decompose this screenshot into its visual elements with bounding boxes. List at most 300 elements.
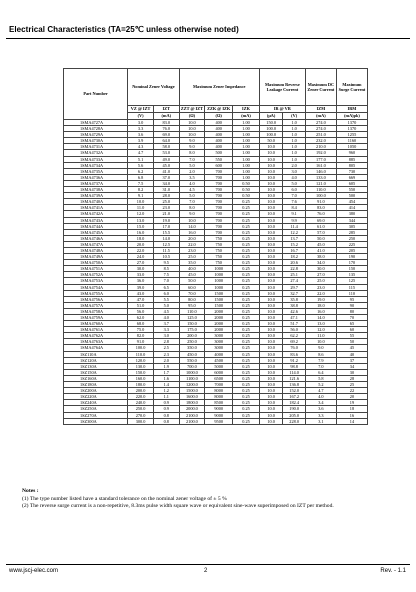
- value-cell: 100.0: [259, 126, 283, 132]
- value-cell: 110.0: [128, 351, 154, 357]
- value-cell: 3.4: [305, 400, 336, 406]
- value-cell: 8.0: [179, 205, 205, 211]
- value-cell: 4.5: [179, 187, 205, 193]
- value-cell: 42.6: [283, 308, 305, 314]
- value-cell: 3.3: [305, 412, 336, 418]
- value-cell: 550: [336, 187, 367, 193]
- value-cell: 30.0: [128, 266, 154, 272]
- value-cell: 25: [336, 382, 367, 388]
- value-cell: 700: [205, 223, 233, 229]
- footer-website: www.jscj-elec.com: [9, 568, 59, 574]
- value-cell: 9.0: [305, 345, 336, 351]
- value-cell: 2000: [205, 321, 233, 327]
- value-cell: 700: [205, 211, 233, 217]
- value-cell: 83.0: [305, 205, 336, 211]
- value-cell: 38.0: [305, 254, 336, 260]
- value-cell: 7.9: [305, 357, 336, 363]
- unit-izt: (mA): [153, 113, 179, 120]
- subheader-irm: IRM: [336, 106, 367, 113]
- value-cell: 37: [336, 357, 367, 363]
- value-cell: 7.0: [179, 156, 205, 162]
- value-cell: 1.00: [233, 138, 260, 144]
- value-cell: 40.0: [179, 266, 205, 272]
- value-cell: 3000: [205, 333, 233, 339]
- value-cell: 225: [336, 241, 367, 247]
- value-cell: 10.0: [259, 345, 283, 351]
- value-cell: 3.0: [128, 120, 154, 126]
- value-cell: 0.25: [233, 260, 260, 266]
- part-number-cell: 1SMA4757A: [64, 302, 128, 308]
- value-cell: 190.0: [283, 406, 305, 412]
- value-cell: 232.0: [305, 138, 336, 144]
- value-cell: 0.25: [233, 308, 260, 314]
- value-cell: 1000: [205, 266, 233, 272]
- value-cell: 161.0: [305, 162, 336, 168]
- value-cell: 10.0: [259, 247, 283, 253]
- value-cell: 400: [205, 126, 233, 132]
- value-cell: 2.5: [153, 345, 179, 351]
- part-number-cell: 1SZ270A: [64, 412, 128, 418]
- value-cell: 1.00: [233, 162, 260, 168]
- value-cell: 80.0: [179, 296, 205, 302]
- unit-izm: (mA): [305, 113, 336, 120]
- value-cell: 6.8: [128, 174, 154, 180]
- value-cell: 205: [336, 247, 367, 253]
- value-cell: 10.0: [259, 144, 283, 150]
- value-cell: 0.25: [233, 327, 260, 333]
- value-cell: 0.25: [233, 388, 260, 394]
- value-cell: 91.2: [283, 357, 305, 363]
- value-cell: 4000: [205, 351, 233, 357]
- value-cell: 960: [336, 150, 367, 156]
- value-cell: 7.0: [179, 199, 205, 205]
- value-cell: 0.8: [153, 418, 179, 424]
- value-cell: 3.9: [128, 138, 154, 144]
- value-cell: 15.0: [128, 223, 154, 229]
- part-number-cell: 1SZ200A: [64, 388, 128, 394]
- value-cell: 1000: [205, 284, 233, 290]
- value-cell: 45.0: [153, 162, 179, 168]
- value-cell: 10.0: [259, 241, 283, 247]
- value-cell: 0.25: [233, 418, 260, 424]
- value-cell: 50.0: [305, 235, 336, 241]
- value-cell: 1.4: [153, 382, 179, 388]
- value-cell: 1000.0: [179, 369, 205, 375]
- value-cell: 10.0: [259, 412, 283, 418]
- value-cell: 350.0: [179, 345, 205, 351]
- value-cell: 7.0: [305, 363, 336, 369]
- part-number-cell: 1SZ120A: [64, 357, 128, 363]
- value-cell: 49.0: [153, 156, 179, 162]
- value-cell: 100.0: [259, 132, 283, 138]
- part-number-cell: 1SMA4751A: [64, 266, 128, 272]
- value-cell: 6.2: [128, 168, 154, 174]
- value-cell: 8000: [205, 388, 233, 394]
- value-cell: 1.9: [153, 363, 179, 369]
- part-number-cell: 1SMA4748A: [64, 247, 128, 253]
- header-part-number: Part Number: [64, 69, 128, 120]
- value-cell: 0.25: [233, 345, 260, 351]
- value-cell: 69.0: [305, 217, 336, 223]
- value-cell: 60: [336, 327, 367, 333]
- value-cell: 10.0: [259, 302, 283, 308]
- value-cell: 69.2: [283, 339, 305, 345]
- value-cell: 10.0: [259, 400, 283, 406]
- part-number-cell: 1SMA4736A: [64, 174, 128, 180]
- value-cell: 27.4: [283, 278, 305, 284]
- part-number-cell: 1SMA4752A: [64, 272, 128, 278]
- value-cell: 1.0: [283, 126, 305, 132]
- value-cell: 167.2: [283, 394, 305, 400]
- value-cell: 10.0: [259, 290, 283, 296]
- value-cell: 1.0: [283, 150, 305, 156]
- value-cell: 114.0: [283, 369, 305, 375]
- value-cell: 274.0: [305, 120, 336, 126]
- value-cell: 18.0: [305, 302, 336, 308]
- value-cell: 4.0: [283, 174, 305, 180]
- value-cell: 9.1: [128, 193, 154, 199]
- value-cell: 150.0: [179, 321, 205, 327]
- table-body: [64, 120, 368, 425]
- value-cell: 115: [336, 284, 367, 290]
- value-cell: 1000: [205, 278, 233, 284]
- part-number-cell: 1SMA4761A: [64, 327, 128, 333]
- value-cell: 70.0: [179, 290, 205, 296]
- value-cell: 91.0: [305, 199, 336, 205]
- value-cell: 9.5: [153, 260, 179, 266]
- value-cell: 11.5: [153, 247, 179, 253]
- value-cell: 0.25: [233, 394, 260, 400]
- value-cell: 10.0: [259, 333, 283, 339]
- value-cell: 10.0: [259, 296, 283, 302]
- header-max-zener-impedance: Maximum Zener Impedance: [179, 69, 259, 106]
- value-cell: 3.6: [305, 406, 336, 412]
- value-cell: 400: [205, 138, 233, 144]
- unit-zzk: (Ω): [205, 113, 233, 120]
- value-cell: 10.0: [259, 278, 283, 284]
- value-cell: 10.0: [259, 156, 283, 162]
- value-cell: 3.0: [153, 333, 179, 339]
- value-cell: 76.0: [283, 345, 305, 351]
- value-cell: 3.3: [153, 327, 179, 333]
- value-cell: 7.0: [153, 278, 179, 284]
- unit-zzt: (Ω): [179, 113, 205, 120]
- value-cell: 805: [336, 162, 367, 168]
- value-cell: 10.0: [259, 382, 283, 388]
- value-cell: 4.5: [153, 308, 179, 314]
- value-cell: 47.0: [128, 296, 154, 302]
- value-cell: 75.0: [128, 327, 154, 333]
- value-cell: 38.8: [283, 302, 305, 308]
- value-cell: 9.9: [283, 217, 305, 223]
- part-number-cell: 1SMA4764A: [64, 345, 128, 351]
- value-cell: 10.0: [259, 357, 283, 363]
- value-cell: 110.0: [179, 308, 205, 314]
- value-cell: 8500: [205, 400, 233, 406]
- value-cell: 69.0: [153, 132, 179, 138]
- value-cell: 9.0: [179, 144, 205, 150]
- value-cell: 750: [205, 235, 233, 241]
- value-cell: 150: [336, 266, 367, 272]
- value-cell: 50.0: [179, 278, 205, 284]
- part-number-cell: 1SMA4734A: [64, 162, 128, 168]
- value-cell: 250.0: [128, 406, 154, 412]
- value-cell: 2000: [205, 308, 233, 314]
- subheader-ir-vr: IR @ VR: [259, 106, 305, 113]
- value-cell: 10.0: [259, 327, 283, 333]
- value-cell: 0.25: [233, 211, 260, 217]
- subheader-zzt: ZZT @ IZT: [180, 106, 203, 111]
- value-cell: 4.3: [128, 144, 154, 150]
- value-cell: 5.6: [128, 162, 154, 168]
- value-cell: 210.0: [305, 144, 336, 150]
- notes-section: [22, 488, 402, 511]
- value-cell: 250.0: [179, 339, 205, 345]
- value-cell: 2100.0: [179, 418, 205, 424]
- value-cell: 50.0: [259, 138, 283, 144]
- value-cell: 0.25: [233, 229, 260, 235]
- value-cell: 0.50: [233, 193, 260, 199]
- part-number-cell: 1SZ130A: [64, 363, 128, 369]
- value-cell: 11.0: [128, 205, 154, 211]
- value-cell: 9000: [205, 412, 233, 418]
- part-number-cell: 1SZ220A: [64, 394, 128, 400]
- value-cell: 70: [336, 315, 367, 321]
- value-cell: 5.2: [305, 382, 336, 388]
- value-cell: 30: [336, 369, 367, 375]
- value-cell: 3.7: [153, 321, 179, 327]
- value-cell: 200.0: [179, 333, 205, 339]
- value-cell: 6.4: [305, 369, 336, 375]
- value-cell: 0.25: [233, 247, 260, 253]
- value-cell: 600: [205, 162, 233, 168]
- value-cell: 146.0: [305, 168, 336, 174]
- value-cell: 5.8: [305, 375, 336, 381]
- value-cell: 1600.0: [179, 394, 205, 400]
- value-cell: 205.0: [283, 412, 305, 418]
- value-cell: 51.0: [128, 302, 154, 308]
- value-cell: 730: [336, 168, 367, 174]
- value-cell: 2000: [205, 327, 233, 333]
- value-cell: 91.0: [128, 339, 154, 345]
- value-cell: 0.25: [233, 375, 260, 381]
- value-cell: 0.50: [233, 180, 260, 186]
- part-number-cell: 1SMA4758A: [64, 308, 128, 314]
- value-cell: 62.0: [128, 315, 154, 321]
- value-cell: 45.0: [179, 272, 205, 278]
- value-cell: 15.2: [283, 241, 305, 247]
- value-cell: 32.7: [283, 290, 305, 296]
- value-cell: 0.25: [233, 369, 260, 375]
- value-cell: 23.0: [153, 205, 179, 211]
- value-cell: 10.0: [259, 394, 283, 400]
- value-cell: 700: [205, 199, 233, 205]
- value-cell: 64.0: [153, 138, 179, 144]
- value-cell: 750: [205, 241, 233, 247]
- value-cell: 100.0: [305, 193, 336, 199]
- value-cell: 98.8: [283, 363, 305, 369]
- value-cell: 47.1: [283, 315, 305, 321]
- value-cell: 1.00: [233, 120, 260, 126]
- value-cell: 8.2: [128, 187, 154, 193]
- unit-izk: (mA): [233, 113, 260, 120]
- value-cell: 121.0: [305, 180, 336, 186]
- value-cell: 10.0: [259, 187, 283, 193]
- value-cell: 11.0: [305, 333, 336, 339]
- value-cell: 10.0: [259, 193, 283, 199]
- unit-vr: (V): [283, 113, 305, 120]
- value-cell: 7.0: [283, 193, 305, 199]
- value-cell: 18.2: [283, 254, 305, 260]
- value-cell: 0.8: [153, 412, 179, 418]
- value-cell: 23.0: [305, 284, 336, 290]
- value-cell: 400: [205, 144, 233, 150]
- value-cell: 177.0: [305, 156, 336, 162]
- value-cell: 28: [336, 375, 367, 381]
- value-cell: 3.0: [283, 168, 305, 174]
- value-cell: 25.0: [153, 199, 179, 205]
- value-cell: 0.25: [233, 266, 260, 272]
- value-cell: 43.0: [128, 290, 154, 296]
- value-cell: 5.0: [179, 193, 205, 199]
- value-cell: 10.0: [259, 223, 283, 229]
- part-number-cell: 1SMA4729A: [64, 132, 128, 138]
- value-cell: 750: [205, 260, 233, 266]
- value-cell: 10.0: [259, 174, 283, 180]
- value-cell: 1.6: [153, 375, 179, 381]
- value-cell: 250: [336, 235, 367, 241]
- part-number-cell: 1SMA4732A: [64, 150, 128, 156]
- value-cell: 750: [205, 247, 233, 253]
- value-cell: 130.0: [128, 363, 154, 369]
- value-cell: 125: [336, 278, 367, 284]
- value-cell: 41.0: [305, 247, 336, 253]
- value-cell: 12.0: [305, 327, 336, 333]
- value-cell: 6000: [205, 369, 233, 375]
- value-cell: 0.25: [233, 284, 260, 290]
- value-cell: 18.0: [128, 235, 154, 241]
- value-cell: 13.7: [283, 235, 305, 241]
- value-cell: 10.0: [259, 375, 283, 381]
- value-cell: 120.0: [128, 357, 154, 363]
- value-cell: 34.0: [153, 180, 179, 186]
- value-cell: 20.0: [128, 241, 154, 247]
- value-cell: 83.0: [153, 120, 179, 126]
- value-cell: 53.0: [153, 150, 179, 156]
- part-number-cell: 1SMA4738A: [64, 187, 128, 193]
- value-cell: 1200.0: [179, 382, 205, 388]
- value-cell: 10.0: [259, 217, 283, 223]
- value-cell: 160.0: [128, 375, 154, 381]
- value-cell: 35.8: [283, 296, 305, 302]
- value-cell: 4.0: [305, 394, 336, 400]
- part-number-cell: 1SMA4741A: [64, 205, 128, 211]
- value-cell: 10.0: [259, 211, 283, 217]
- value-cell: 0.25: [233, 339, 260, 345]
- part-number-cell: 1SMA4754A: [64, 284, 128, 290]
- value-cell: 2.0: [179, 168, 205, 174]
- value-cell: 4.7: [305, 388, 336, 394]
- header-max-dc-zener: Maximum DC Zener Current: [305, 69, 336, 106]
- part-number-cell: 1SMA4735A: [64, 168, 128, 174]
- value-cell: 10.0: [259, 229, 283, 235]
- part-number-cell: 1SMA4747A: [64, 241, 128, 247]
- value-cell: 10.0: [259, 168, 283, 174]
- value-cell: 192.0: [305, 150, 336, 156]
- value-cell: 36.0: [128, 278, 154, 284]
- value-cell: 21.0: [153, 211, 179, 217]
- value-cell: 16.7: [283, 247, 305, 253]
- value-cell: 41.0: [153, 168, 179, 174]
- part-number-cell: 1SZ180A: [64, 382, 128, 388]
- value-cell: 9.1: [283, 211, 305, 217]
- part-number-cell: 1SZ110A: [64, 351, 128, 357]
- part-number-cell: 1SMA4731A: [64, 144, 128, 150]
- value-cell: 0.25: [233, 254, 260, 260]
- part-number-cell: 1SMA4763A: [64, 339, 128, 345]
- value-cell: 1050: [336, 144, 367, 150]
- part-number-cell: 1SMA4756A: [64, 296, 128, 302]
- value-cell: 28.0: [153, 193, 179, 199]
- value-cell: 60.0: [179, 284, 205, 290]
- subheader-zzk: ZZK @ IZK: [205, 106, 233, 113]
- value-cell: 125.0: [179, 315, 205, 321]
- header-max-reverse-leakage: Maximum Reverse Leakage Current: [259, 69, 305, 106]
- value-cell: 45: [336, 345, 367, 351]
- value-cell: 175.0: [179, 327, 205, 333]
- value-cell: 8.5: [153, 266, 179, 272]
- value-cell: 19.0: [153, 217, 179, 223]
- value-cell: 10.0: [179, 120, 205, 126]
- value-cell: 10.0: [259, 266, 283, 272]
- value-cell: 550: [205, 156, 233, 162]
- value-cell: 0.9: [153, 400, 179, 406]
- part-number-cell: 1SMA4759A: [64, 315, 128, 321]
- value-cell: 669: [336, 174, 367, 180]
- value-cell: 2100.0: [179, 412, 205, 418]
- value-cell: 20: [336, 394, 367, 400]
- value-cell: 25.1: [283, 272, 305, 278]
- value-cell: 8000: [205, 394, 233, 400]
- part-number-cell: 1SZ160A: [64, 375, 128, 381]
- value-cell: 1.00: [233, 168, 260, 174]
- value-cell: 170: [336, 260, 367, 266]
- value-cell: 305: [336, 223, 367, 229]
- unit-irm: (mA)pk): [336, 113, 367, 120]
- value-cell: 65: [336, 321, 367, 327]
- value-cell: 400: [205, 132, 233, 138]
- value-cell: 80: [336, 308, 367, 314]
- part-number-cell: 1SMA4740A: [64, 199, 128, 205]
- value-cell: 10.0: [259, 339, 283, 345]
- value-cell: 4500: [205, 357, 233, 363]
- value-cell: 454: [336, 199, 367, 205]
- value-cell: 22.0: [179, 241, 205, 247]
- value-cell: 24.0: [128, 254, 154, 260]
- value-cell: 414: [336, 205, 367, 211]
- value-cell: 133.0: [305, 174, 336, 180]
- value-cell: 0.25: [233, 223, 260, 229]
- value-cell: 6500: [205, 375, 233, 381]
- value-cell: 251.0: [305, 132, 336, 138]
- value-cell: 0.25: [233, 272, 260, 278]
- value-cell: 1000: [205, 272, 233, 278]
- subheader-izt: IZT: [153, 106, 179, 113]
- part-number-cell: 1SMA4727A: [64, 120, 128, 126]
- part-number-cell: 1SMA4750A: [64, 260, 128, 266]
- value-cell: 14.0: [179, 223, 205, 229]
- value-cell: 450.0: [179, 351, 205, 357]
